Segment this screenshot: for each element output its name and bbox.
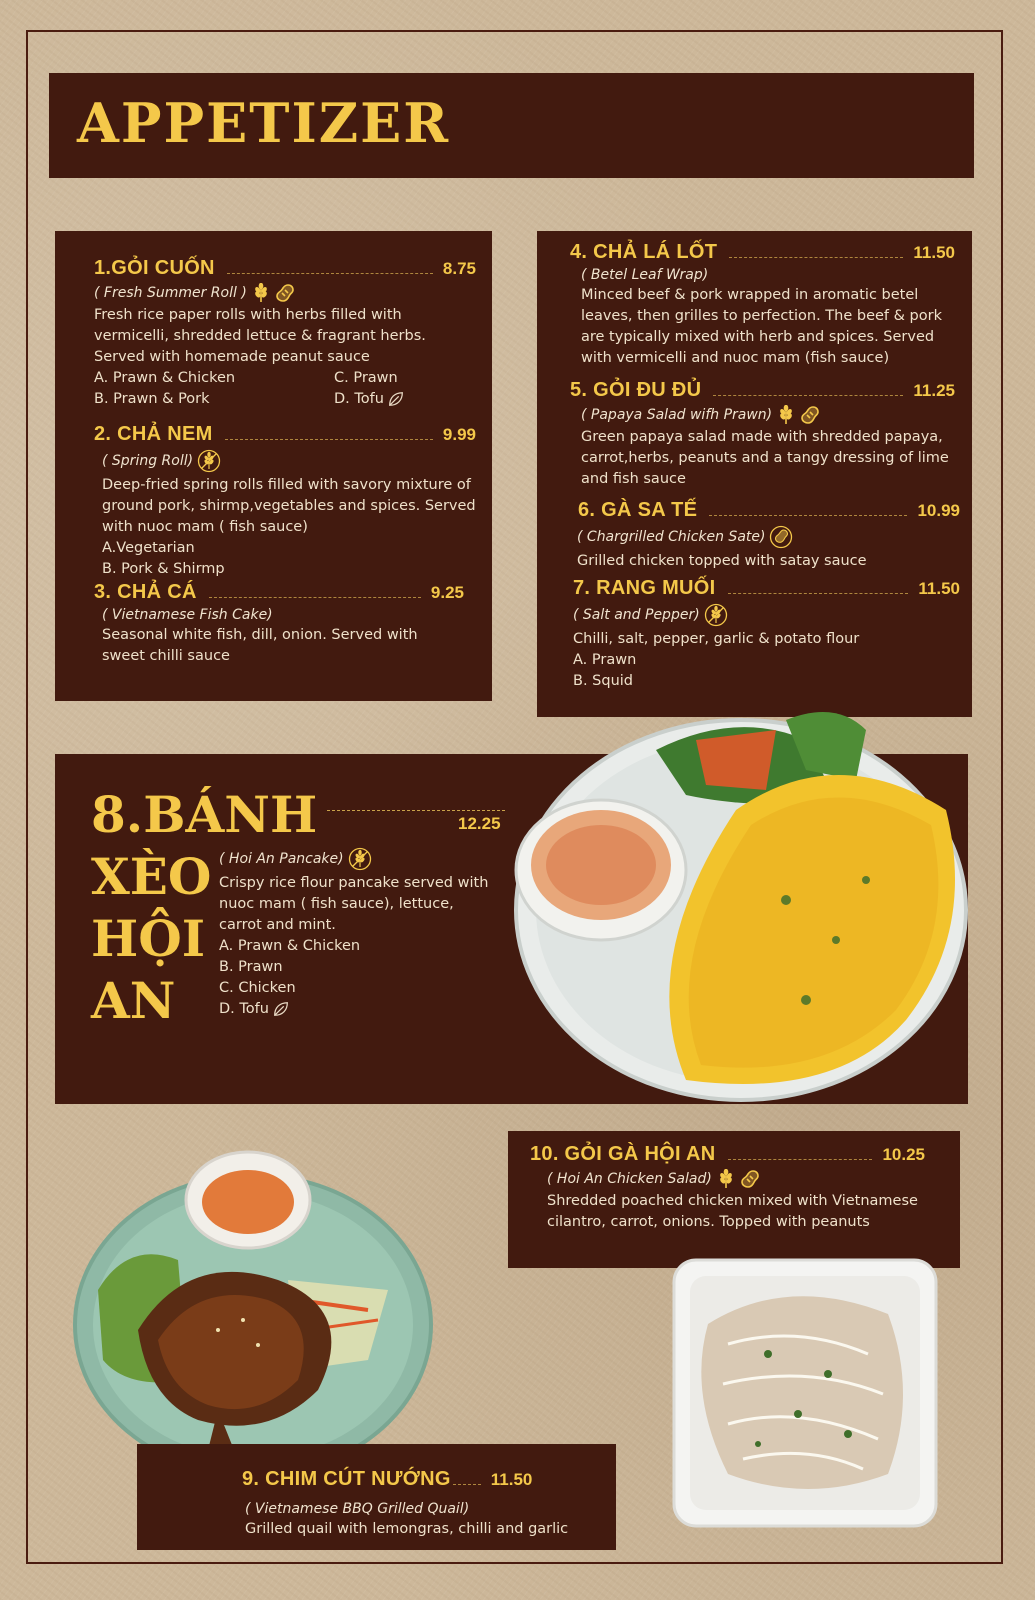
dot-leader [227, 273, 433, 274]
item-subtitle: ( Vietnamese Fish Cake) [102, 607, 273, 623]
dot-leader [209, 597, 421, 598]
item-price: 8.75 [442, 259, 476, 278]
page-title: APPETIZER [77, 91, 451, 155]
vegan-leaf-icon [387, 390, 405, 408]
item-name: 10. GỎI GÀ HỘI AN [530, 1143, 716, 1165]
option: A. Prawn & Chicken [94, 370, 236, 386]
item-price: 11.25 [913, 381, 955, 400]
menu-item-ga-sa-te [570, 499, 960, 572]
peanut-icon [740, 1169, 760, 1189]
item-description: Fresh rice paper rolls with herbs filled with vermicelli, shredded lettuce & fragrant herbs. Served with homemade peanut sauce [94, 307, 426, 365]
item-description: Green papaya salad made with shredded papaya, carrot,herbs, peanuts and a tangy dressing of lime and fish sauce [581, 429, 949, 487]
item-price: 11.50 [918, 579, 960, 598]
option-vegan [219, 999, 494, 1020]
item-subtitle: ( Spring Roll) [102, 453, 194, 469]
dot-leader [453, 1484, 481, 1485]
peanut-icon [275, 283, 295, 303]
item-name: 6. GÀ SA TẾ [578, 499, 698, 521]
gluten-free-icon [704, 603, 728, 627]
menu-item-cha-ca [94, 581, 464, 667]
item-name: 4. CHẢ LÁ LỐT [570, 241, 718, 263]
item-price: 12.25 [458, 814, 501, 833]
item-subtitle: ( Betel Leaf Wrap) [581, 267, 709, 283]
item-description: Grilled chicken topped with satay sauce [577, 553, 867, 569]
peanut-icon [800, 405, 820, 425]
item-price: 11.50 [913, 243, 955, 262]
menu-item-cha-nem [94, 423, 476, 580]
item-name: 1.GỎI CUỐN [94, 257, 215, 279]
chicken-salad-photo [668, 1254, 942, 1532]
item-description: Grilled quail with lemongras, chilli and garlic [245, 1521, 569, 1537]
title-line: 8.BÁNH [91, 785, 318, 844]
dot-leader [729, 257, 903, 258]
item-description: Chilli, salt, pepper, garlic & potato flour [573, 631, 860, 647]
gluten-free-icon [348, 847, 372, 871]
menu-item-goi-cuon [94, 257, 476, 410]
menu-item-chim-cut-nuong [242, 1468, 582, 1491]
item-9-details [245, 1498, 605, 1540]
item-name: 3. CHẢ CÁ [94, 581, 197, 603]
item-price: 10.99 [917, 501, 960, 520]
item-subtitle: ( Hoi An Chicken Salad) [547, 1171, 712, 1187]
title-line: AN [91, 971, 176, 1030]
gluten-free-icon [197, 449, 221, 473]
option: B. Prawn & Pork [94, 391, 210, 407]
wheat-icon [251, 283, 271, 303]
option: C. Prawn [334, 370, 398, 386]
item-option: B. Pork & Shirmp [102, 561, 225, 577]
quail-photo [68, 1140, 438, 1480]
item-subtitle: ( Chargrilled Chicken Sate) [577, 529, 766, 545]
dot-leader [728, 593, 909, 594]
item-name: 7. RANG MUỐI [573, 577, 716, 599]
wheat-icon [716, 1169, 736, 1189]
menu-item-rang-muoi [570, 577, 960, 692]
item-subtitle: ( Papaya Salad wifh Prawn) [581, 407, 773, 423]
item-subtitle: ( Fresh Summer Roll ) [94, 285, 247, 301]
dot-leader [327, 810, 505, 811]
item-subtitle: ( Salt and Pepper) [573, 607, 700, 623]
item-option: C. Chicken [219, 980, 296, 996]
item-option: B. Squid [573, 673, 633, 689]
menu-panel-right [537, 231, 972, 717]
item-option: D. Tofu [219, 1001, 269, 1017]
item-price: 9.99 [442, 425, 476, 444]
item-price: 10.25 [882, 1145, 925, 1164]
item-subtitle: ( Hoi An Pancake) [219, 851, 344, 867]
title-banner [49, 73, 974, 178]
dot-leader [225, 439, 433, 440]
option: D. Tofu [334, 391, 384, 407]
item-description: Minced beef & pork wrapped in aromatic betel leaves, then grilles to perfection. The beef & pork are typically mixed with herb and spices. Served with vermicelli and nuoc mam (fish sauce) [581, 287, 942, 366]
dot-leader [728, 1159, 873, 1160]
item-option: A.Vegetarian [102, 540, 195, 556]
menu-item-banh-xeo [219, 844, 494, 1020]
item-price: 9.25 [430, 583, 464, 602]
dot-leader [713, 395, 903, 396]
item-name: 5. GỎI ĐU ĐỦ [570, 379, 702, 401]
menu-panel-goi-ga [508, 1131, 960, 1268]
item-option: A. Prawn & Chicken [219, 938, 361, 954]
menu-panel-chim-cut [137, 1444, 616, 1550]
item-option: B. Prawn [219, 959, 283, 975]
item-description: Seasonal white fish, dill, onion. Served with sweet chilli sauce [102, 627, 418, 664]
peanut-free-icon [769, 525, 793, 549]
item-description: Crispy rice flour pancake served with nuoc mam ( fish sauce), lettuce, carrot and mint. [219, 875, 489, 933]
wheat-icon [776, 405, 796, 425]
title-line: HỘI [91, 909, 206, 968]
option-vegan [334, 389, 476, 410]
banh-xeo-photo [506, 700, 976, 1120]
item-subtitle: ( Vietnamese BBQ Grilled Quail) [245, 1501, 470, 1517]
item-price: 11.50 [490, 1470, 533, 1489]
title-line: XÈO [91, 847, 212, 906]
item-name: 9. CHIM CÚT NƯỚNG [242, 1468, 451, 1490]
item-description: Shredded poached chicken mixed with Vietnamese cilantro, carrot, onions. Topped with peanuts [547, 1193, 918, 1230]
item-option: A. Prawn [573, 652, 637, 668]
menu-item-goi-ga-hoi-an [530, 1143, 925, 1233]
item-description: Deep-fried spring rolls filled with savory mixture of ground pork, shirmp,vegetables and spices. Served with nuoc mam ( fish sauce) [102, 477, 476, 535]
vegan-leaf-icon [272, 1000, 290, 1018]
menu-item-goi-du-du [570, 379, 955, 490]
menu-item-cha-la-lot [570, 241, 955, 369]
item-name: 2. CHẢ NEM [94, 423, 213, 445]
item-options [94, 368, 476, 410]
menu-panel-left [55, 231, 492, 701]
dot-leader [709, 515, 907, 516]
